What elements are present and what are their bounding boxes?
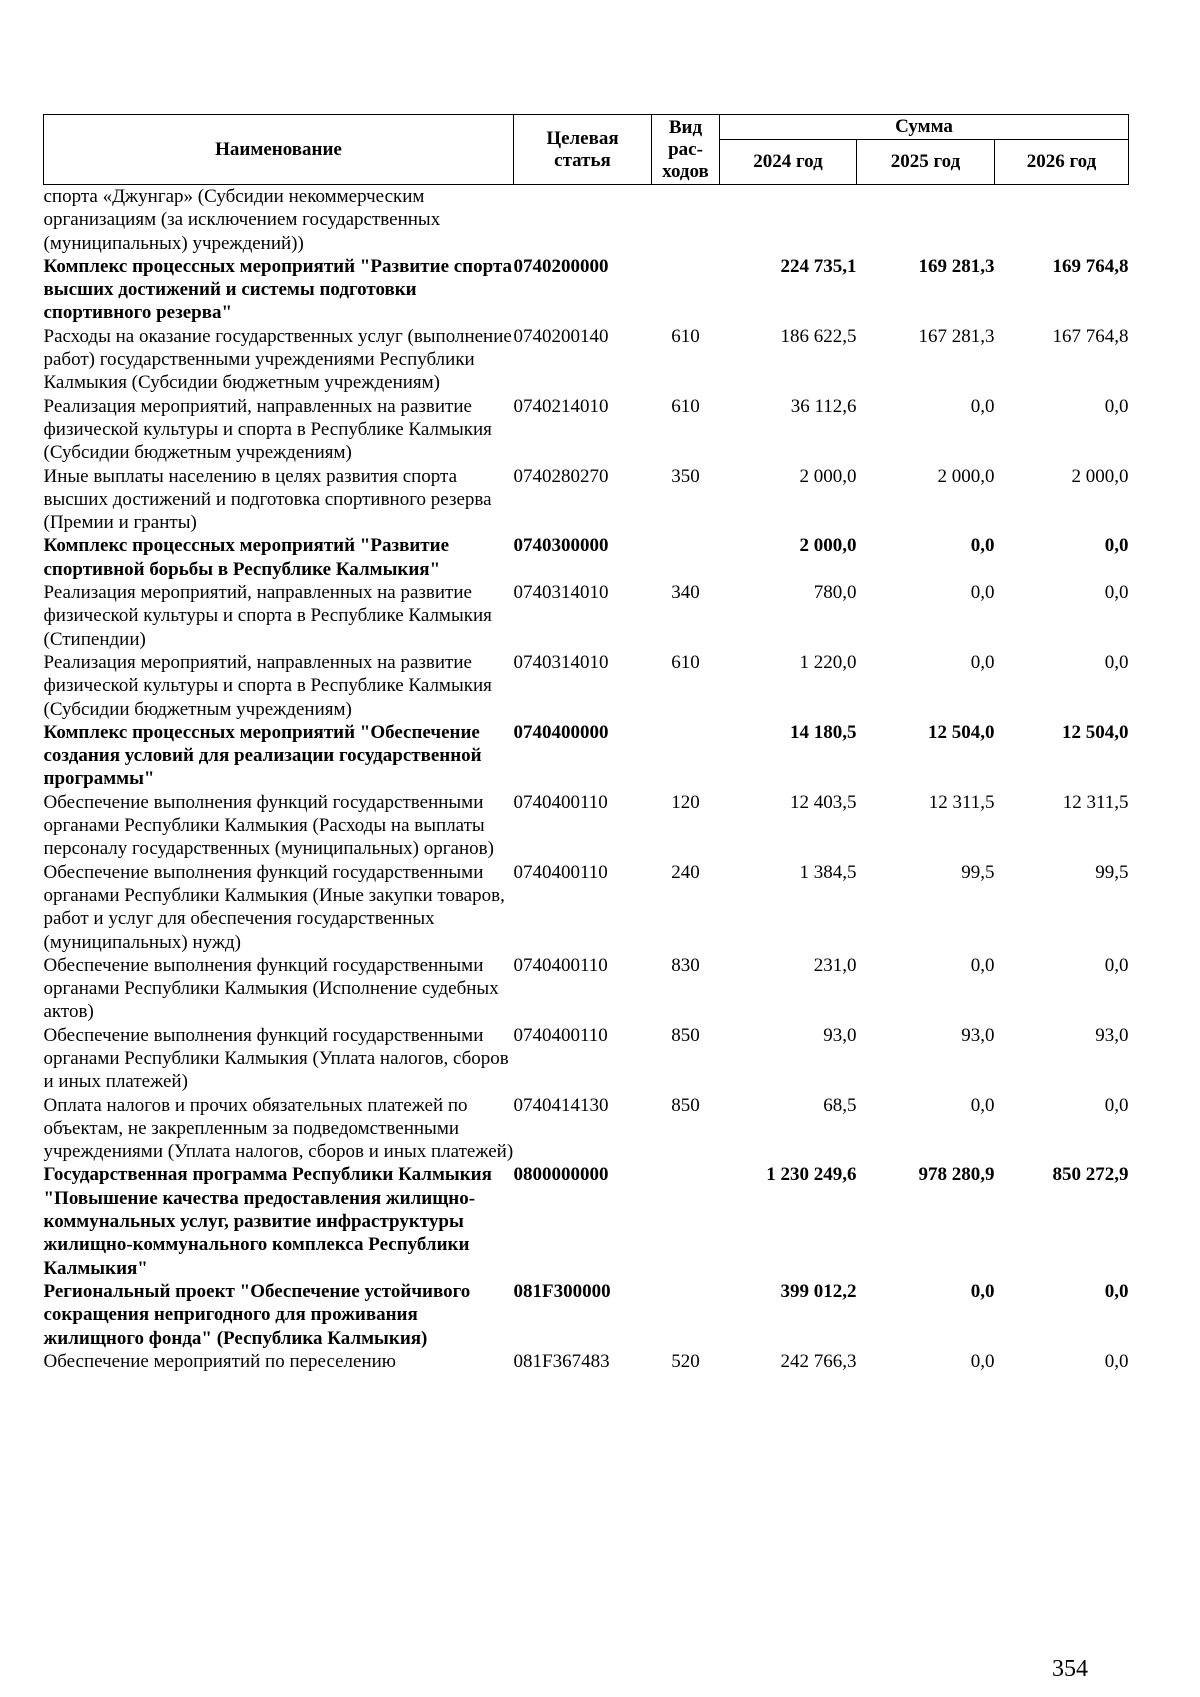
row-sum-2025: 0,0: [970, 1280, 995, 1302]
row-sum-2024: 780,0: [813, 582, 857, 604]
row-sum-2026: 0,0: [1104, 1094, 1129, 1116]
row-name: Комплекс процессных мероприятий "Обеспечение создания условий для реализации государственной программы": [43, 721, 482, 790]
row-expense-type: 850: [671, 1024, 700, 1046]
header-expense-type: Вид рас-ходов: [652, 115, 720, 185]
row-sum-2026: 0,0: [1104, 651, 1129, 673]
table-row: [44, 1350, 1129, 1373]
row-sum-2024: 1 384,5: [799, 861, 857, 883]
row-sum-2025: 12 504,0: [928, 721, 995, 743]
row-sum-2026: 12 504,0: [1062, 721, 1129, 743]
row-target-code: 0740200000: [513, 255, 609, 277]
row-sum-2026: 0,0: [1104, 954, 1129, 976]
row-sum-2025: 0,0: [970, 1350, 995, 1372]
table-row: [44, 954, 1129, 1024]
table-row: [44, 1280, 1129, 1350]
row-target-code: 0740314010: [513, 582, 609, 604]
header-code: Целевая статья: [514, 115, 652, 185]
row-expense-type: 350: [671, 465, 700, 487]
row-sum-2025: [857, 185, 995, 255]
row-name: Обеспечение выполнения функций государственными органами Республики Калмыкия (Уплата налогов, сборов и иных платежей): [43, 1024, 509, 1093]
row-name: Комплекс процессных мероприятий "Развитие спорта высших достижений и системы подготовки спортивного резерва": [43, 255, 513, 324]
row-expense-type: [652, 1280, 720, 1350]
table-row: [44, 581, 1129, 651]
row-expense-type: 610: [671, 395, 700, 417]
table-row: [44, 534, 1129, 581]
row-sum-2026: 12 311,5: [1062, 791, 1129, 813]
table-row: [44, 1163, 1129, 1279]
row-sum-2026: 93,0: [1095, 1024, 1129, 1046]
row-target-code: 0740400110: [513, 861, 608, 883]
row-expense-type: [652, 185, 720, 255]
row-expense-type: 240: [671, 861, 700, 883]
row-target-code: 0740400110: [513, 1024, 608, 1046]
row-sum-2024: 242 766,3: [780, 1350, 857, 1372]
row-sum-2025: 93,0: [961, 1024, 995, 1046]
row-sum-2026: 850 272,9: [1052, 1164, 1129, 1186]
row-name: Иные выплаты населению в целях развития спорта высших достижений и подготовка спортивного резерва (Премии и гранты): [43, 465, 492, 534]
row-name: Расходы на оказание государственных услуг (выполнение работ) государственными учреждениями Республики Калмыкия (Субсидии бюджетным учреждениям): [43, 325, 512, 394]
row-sum-2026: 167 764,8: [1052, 325, 1129, 347]
row-target-code: 0740400000: [513, 721, 609, 743]
row-target-code: 0800000000: [513, 1164, 609, 1186]
table-row: [44, 651, 1129, 721]
header-year-2025: 2025 год: [857, 140, 995, 185]
row-name: Государственная программа Республики Калмыкия "Повышение качества предоставления жилищно-коммунальных услуг, развитие инфраструктуры жилищно-коммунального комплекса Республики Калмыкия": [43, 1164, 492, 1279]
row-target-code: 081F367483: [513, 1350, 610, 1372]
row-target-code: 0740400110: [513, 954, 608, 976]
row-sum-2025: 0,0: [970, 954, 995, 976]
row-sum-2024: 224 735,1: [780, 255, 857, 277]
row-name: спорта «Джунгар» (Субсидии некоммерческим организациям (за исключением государственных (муниципальных) учреждений)): [43, 186, 441, 254]
table-body: [44, 185, 1129, 1374]
row-sum-2025: 12 311,5: [928, 791, 995, 813]
page-number: 354: [1052, 1656, 1088, 1682]
row-sum-2025: 0,0: [970, 582, 995, 604]
row-sum-2026: [995, 185, 1129, 255]
row-sum-2025: 99,5: [961, 861, 995, 883]
table-row: [44, 1094, 1129, 1164]
row-name: Обеспечение выполнения функций государственными органами Республики Калмыкия (Исполнение судебных актов): [43, 954, 499, 1023]
row-sum-2025: 2 000,0: [937, 465, 995, 487]
row-target-code: 0740314010: [513, 651, 609, 673]
row-target-code: 081F300000: [513, 1280, 611, 1302]
row-sum-2024: 231,0: [813, 954, 857, 976]
row-name: Обеспечение выполнения функций государственными органами Республики Калмыкия (Иные закупки товаров, работ и услуг для обеспечения государственных (муниципальных) нужд): [43, 861, 505, 953]
table-row: [44, 721, 1129, 791]
row-sum-2024: 186 622,5: [780, 325, 857, 347]
row-sum-2024: 14 180,5: [790, 721, 857, 743]
row-sum-2025: 0,0: [970, 535, 995, 557]
row-sum-2024: [720, 185, 857, 255]
row-sum-2024: 1 220,0: [799, 651, 857, 673]
row-sum-2026: 2 000,0: [1071, 465, 1129, 487]
table-row: [44, 395, 1129, 465]
row-name: Региональный проект "Обеспечение устойчивого сокращения непригодного для проживания жилищного фонда" (Республика Калмыкия): [43, 1280, 471, 1349]
row-sum-2024: 1 230 249,6: [766, 1164, 857, 1186]
row-expense-type: [652, 534, 720, 581]
row-name: Оплата налогов и прочих обязательных платежей по объектам, не закрепленным за подведомственными учреждениями (Уплата налогов, сборов и иных платежей): [43, 1094, 514, 1163]
row-sum-2025: 0,0: [970, 1094, 995, 1116]
row-target-code: 0740414130: [513, 1094, 609, 1116]
header-sum: Сумма: [720, 115, 1129, 140]
row-name: Реализация мероприятий, направленных на развитие физической культуры и спорта в Республике Калмыкия (Субсидии бюджетным учреждениям): [43, 395, 492, 464]
row-target-code: 0740200140: [513, 325, 609, 347]
row-sum-2025: 978 280,9: [918, 1164, 995, 1186]
table-header: [44, 115, 1129, 185]
row-sum-2026: 99,5: [1095, 861, 1129, 883]
row-name: Реализация мероприятий, направленных на развитие физической культуры и спорта в Республике Калмыкия (Стипендии): [43, 582, 492, 650]
row-expense-type: [652, 255, 720, 325]
table-row: [44, 325, 1129, 395]
table-row: [44, 861, 1129, 954]
row-target-code: 0740280270: [513, 465, 609, 487]
row-sum-2026: 0,0: [1104, 395, 1129, 417]
header-year-2024: 2024 год: [720, 140, 857, 185]
row-sum-2025: 0,0: [970, 395, 995, 417]
row-expense-type: 520: [671, 1350, 700, 1372]
row-name: Реализация мероприятий, направленных на развитие физической культуры и спорта в Республике Калмыкия (Субсидии бюджетным учреждениям): [43, 651, 492, 720]
row-sum-2026: 0,0: [1104, 1350, 1129, 1372]
row-expense-type: 610: [671, 651, 700, 673]
row-expense-type: 830: [671, 954, 700, 976]
row-sum-2024: 2 000,0: [799, 535, 857, 557]
row-target-code: 0740300000: [513, 535, 609, 557]
table-row: [44, 465, 1129, 535]
row-sum-2024: 68,5: [823, 1094, 857, 1116]
row-sum-2025: 167 281,3: [918, 325, 995, 347]
row-name: Обеспечение выполнения функций государственными органами Республики Калмыкия (Расходы на выплаты персоналу государственных (муниципальных) органов): [43, 791, 494, 860]
budget-table: [43, 114, 1129, 1373]
header-name: Наименование: [44, 115, 514, 185]
table-row: [44, 791, 1129, 861]
row-sum-2025: 169 281,3: [918, 255, 995, 277]
row-target-code: 0740400110: [513, 791, 608, 813]
row-expense-type: 120: [671, 791, 700, 813]
header-year-2026: 2026 год: [995, 140, 1129, 185]
row-sum-2025: 0,0: [970, 651, 995, 673]
row-target-code: 0740214010: [513, 395, 609, 417]
row-sum-2024: 12 403,5: [790, 791, 857, 813]
table-row: [44, 185, 1129, 255]
row-sum-2024: 36 112,6: [790, 395, 857, 417]
row-sum-2026: 169 764,8: [1052, 255, 1129, 277]
row-name: Обеспечение мероприятий по переселению: [43, 1350, 397, 1372]
row-expense-type: 850: [671, 1094, 700, 1116]
table-row: [44, 1024, 1129, 1094]
row-sum-2026: 0,0: [1104, 1280, 1129, 1302]
table-row: [44, 255, 1129, 325]
row-name: Комплекс процессных мероприятий "Развитие спортивной борьбы в Республике Калмыкия": [43, 535, 450, 580]
row-expense-type: [652, 721, 720, 791]
row-sum-2024: 93,0: [823, 1024, 857, 1046]
row-sum-2026: 0,0: [1104, 535, 1129, 557]
row-expense-type: [652, 1163, 720, 1279]
row-expense-type: 610: [671, 325, 700, 347]
row-expense-type: 340: [671, 582, 700, 604]
row-target-code: [514, 185, 652, 255]
row-sum-2024: 399 012,2: [780, 1280, 857, 1302]
row-sum-2026: 0,0: [1104, 582, 1129, 604]
row-sum-2024: 2 000,0: [799, 465, 857, 487]
